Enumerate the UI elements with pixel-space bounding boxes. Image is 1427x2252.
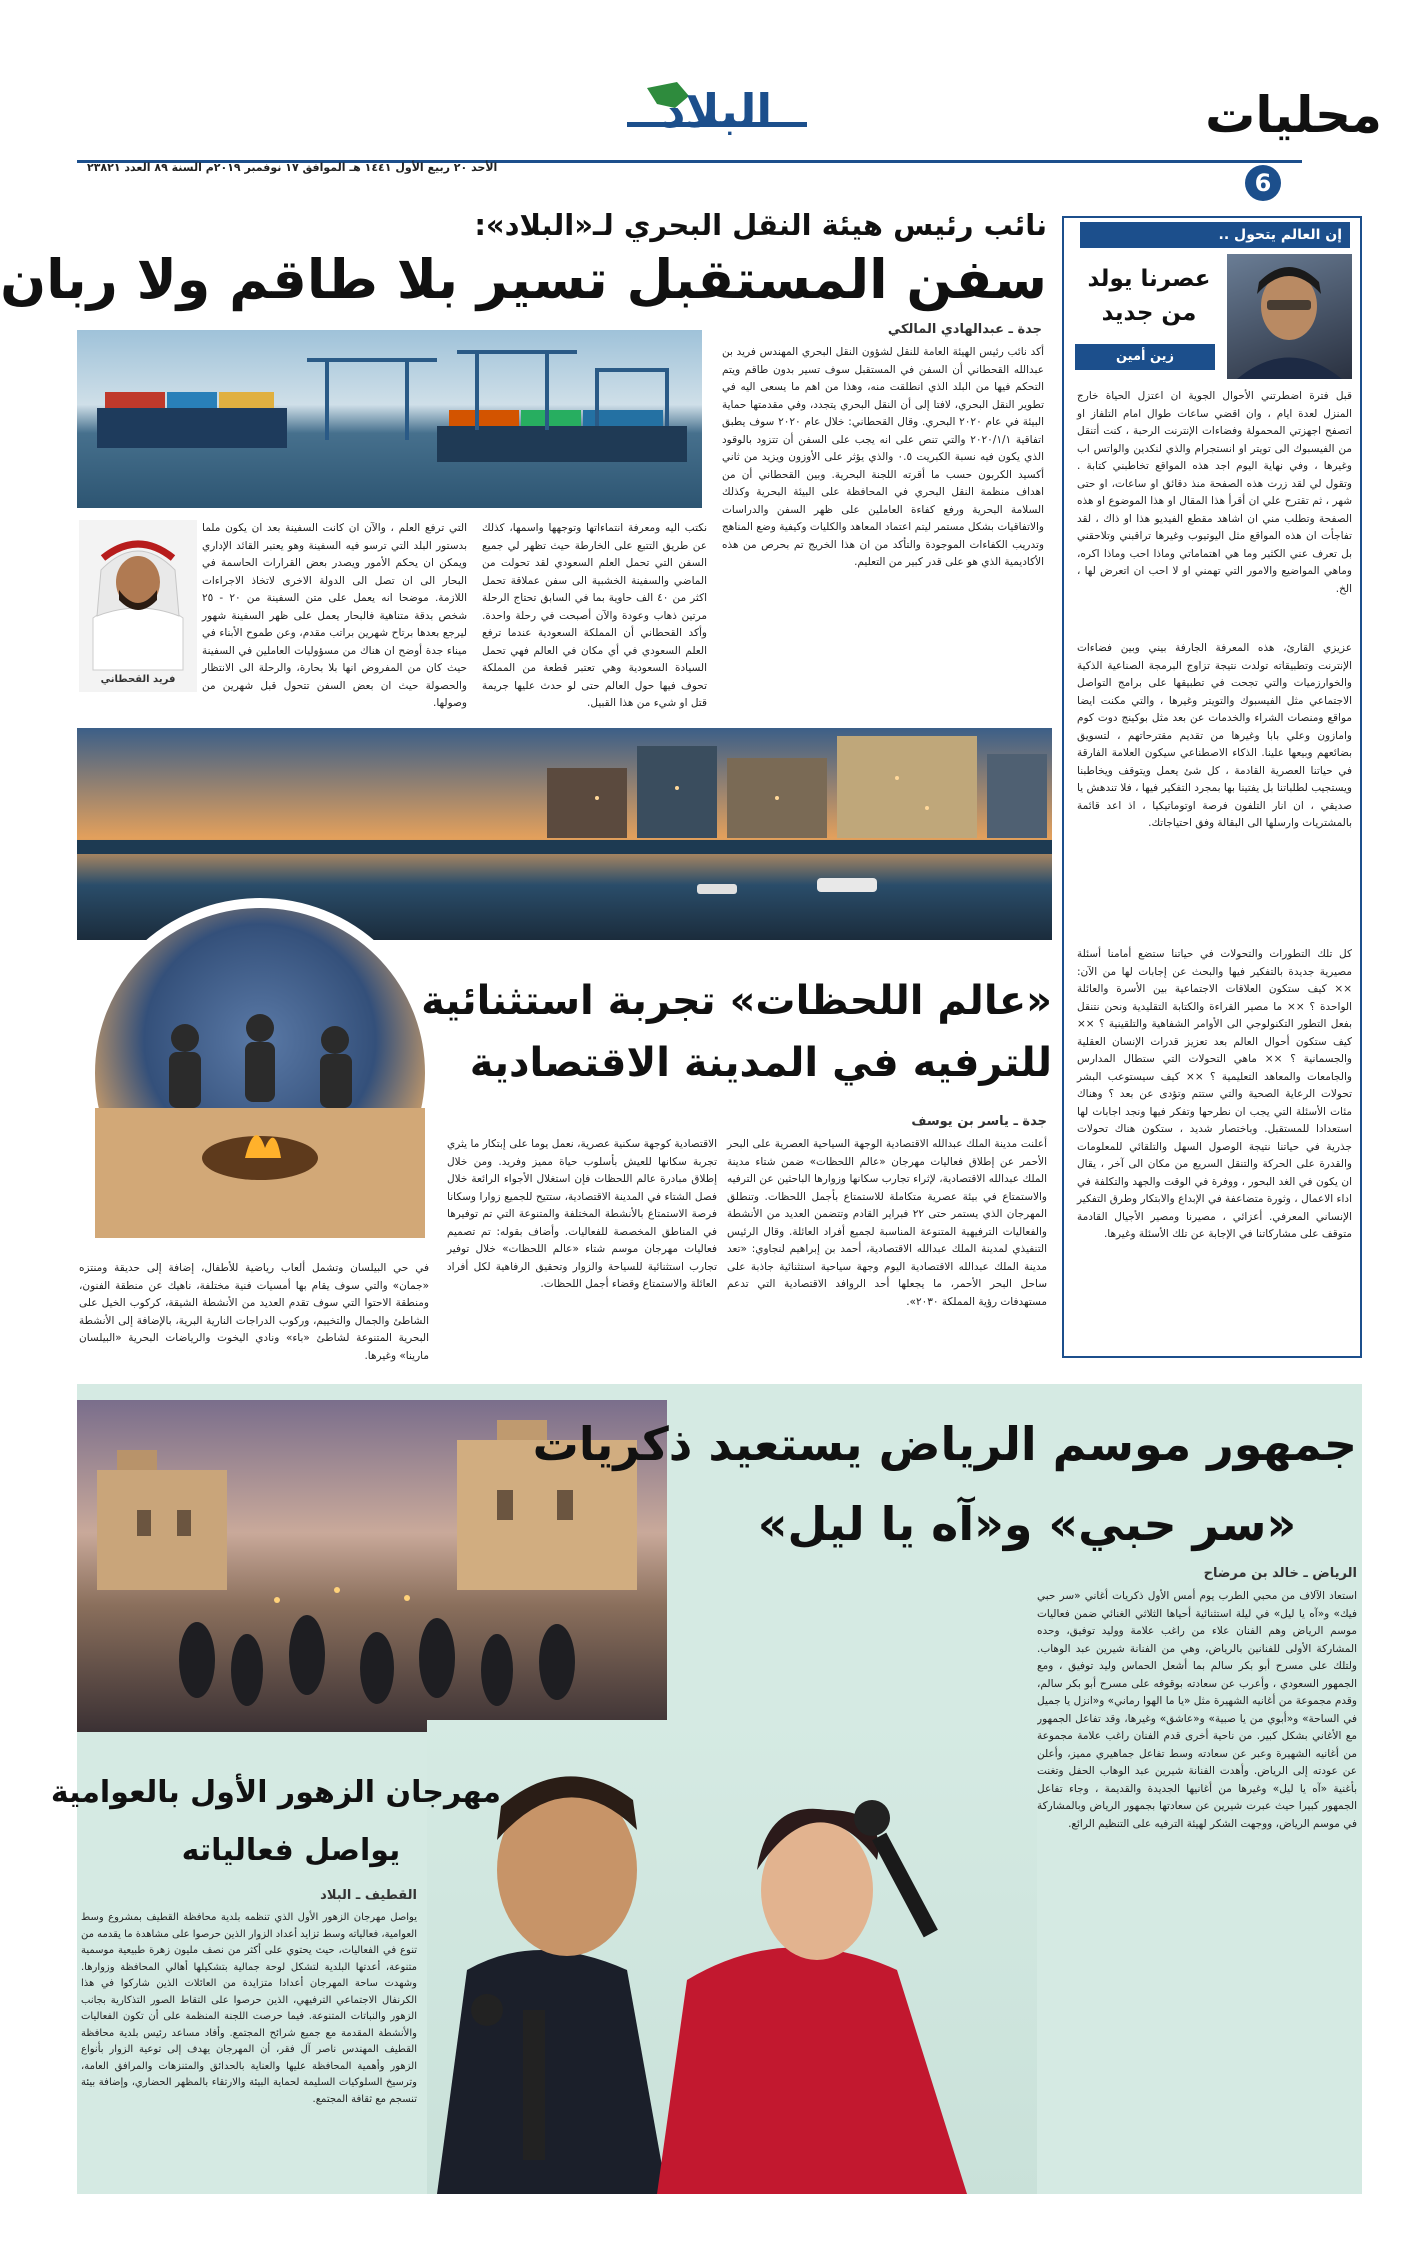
story1-col-c: التي ترفع العلم ، والآن ان كانت السفينة بعد ان يكون ملما بدستور البلد التي ترسو فيه السفينة وهو يعتبر القائد الإداري ويمكن ان يحكم الأمور ويصدر بعض القرارات الحاسمة في البحار الى ان تصل الى الدولة الاخرى لاتخاذ الاجراءات اللازمة. موضحا انه يعمل على متن السفينة من ٢٠ - ٢٥ شخص بدقة متناهية فالبحار يعمل على ظهر السفينة شهور ليرجع بعدها برتاح شهرين براتب مقدم، وعن طموح الأبناء في ميناء جدة أوضح ان هناك من مسؤوليات العاملين في السفينة حيث كان من المفروض انها بلا بحارة، والرحلة الى الانتظار والحصولة حيث ان بعض السفن تتحول قبل شهرين من وصولها. bbox=[202, 522, 467, 709]
campfire-photo bbox=[85, 898, 435, 1248]
logo-text: البلاد bbox=[661, 84, 773, 138]
story4-body: يواصل مهرجان الزهور الأول الذي تنظمه بلدية محافظة القطيف بمشروع وسط العوامية، فعالياته وسط تزايد أعداد الزوار الذين حرصوا على مشاهدة ما يقدمه من تنوع في الفعاليات، حيث يحتوي على أكثر من نصف مليون زهرة طبيعية موسمية متنوعة، أعدتها البلدية لتشكل لوحة جمالية بتشكيلها أهالي المحافظة وزوارها. وشهدت ساحة المهرجان أعدادا متزايدة من العائلات الذين شاركوا في هذا الكرنفال الاجتماعي الترفيهي، الذين حرصوا على التقاط الصور التذكارية بجانب الزهور والنباتات المتنوعة. فيما حرصت اللجنة المنظمة على أن تكون الفعاليات والأنشطة المقدمة مع جميع شرائح المجتمع. وأفاد مساعد رئيس بلدية محافظة القطيف المهندس ناصر آل فقر، أن المهرجان يهدف إلى توعية الزوار بأنواع الزهور وأهمية المحافظة عليها والعناية بالحدائق والمتنزهات والمرافق العامة، وترسيخ السلوكيات السليمة لحماية البيئة والارتقاء بالمظهر الحضاري، وإضافة بيئة تنسجم مع ثقافة المجتمع. bbox=[81, 1912, 417, 2105]
story1-col-a: أكد نائب رئيس الهيئة العامة للنقل لشؤون النقل البحري المهندس فريد بن عبدالله القحطاني أن السفن في المستقبل سوف تسير بدون طاقم ويتم التحكم فيها من البلد الذي انطلقت منه، وهذا من اهم ما يسعى اليه في تطوير النقل البحري، لافتا إلى أن النقل البحري يتجدد، وفي مقدمتها حماية البيئة في عام ٢٠٢٠ البحري. وقال القحطاني: خلال عام ٢٠٢٠ سوف يطبق اتفاقية ٢٠٢٠/١/١ والتي تنص على انه يجب على السفن أن تتزود بالوقود الذي يكون فيه نسبة الكبريت ٠.٥ والذي يؤثر على الأوزون ويزيد من ثاني أكسيد الكربون حسب ما أقرته اللجنة البحرية. وبين القحطاني أن من اهداف منظمة النقل البحري في المحافظة على البيئة البحرية وكذلك السلامة البحرية ورفع كفاءة العاملين على ظهر السفن والدراسات والاتفاقيات بشكل مستمر ليتم اعتماد المعاهد والكليات وكيفية وضع المناهج وتدريب الكفاءات الموجودة والتأكد من ان هذا الخريج تم بحرص من هذه الأكاديمية الذي هو على قدر كبير من التعليم. bbox=[722, 346, 1044, 568]
column-author-name: زين أمين bbox=[1115, 349, 1175, 364]
byline-story1: جدة ـ عبدالهادي المالكي bbox=[887, 322, 1042, 337]
column-title bbox=[1075, 262, 1223, 330]
column-author-photo bbox=[1227, 254, 1352, 379]
column-title-line-1: عصرنا يولد bbox=[1087, 266, 1211, 292]
section-title: محليات bbox=[1205, 86, 1382, 144]
column-author bbox=[1075, 344, 1215, 370]
singers-illustration bbox=[427, 1720, 1037, 2194]
port-photo bbox=[77, 330, 702, 508]
column-title-line-2: من جديد bbox=[1101, 300, 1197, 326]
byline-story2: جدة ـ ياسر بن يوسف bbox=[911, 1114, 1047, 1129]
story3-headline bbox=[532, 1404, 1357, 1564]
story2-col-c: في حي البيلسان وتشمل ألعاب رياضية للأطفال، إضافة إلى حديقة ومنتزه «جمان» والتي سوف يقام بها أمسيات فنية مختلفة، ناهيك عن منطقة الفنون، ومنطقة الاحتوا التي سوف تقدم العديد من الأنشطة الشيقة، كركوب الخيل على الشاطئ والجمال والتخييم، وركوب الدراجات النارية البرية، بالإضافة إلى الأنشطة البحرية المتنوعة لشاطئ «باء» ونادي اليخوت والرياضات البحرية «البيلسان مارينا» وغيرها. bbox=[79, 1262, 429, 1362]
logo[interactable] bbox=[607, 78, 827, 150]
story2-col-b: الاقتصادية كوجهة سكنية عصرية، نعمل يوما على إبتكار ما يثري تجربة سكانها للعيش بأسلوب حياة مميز وفريد. ومن خلال إطلاق مبادرة عالم اللحظات فإن استغلال الأجواء الرائعة خلال فصل الشتاء في المدينة الاقتصادية، ستتيح للجميع زوارا وسكانا فرصة الاستمتاع بالأنشطة المختلفة والمتنوعة التي تم توفيرها في المناطق المخصصة للفعاليات. وأضاف بقوله: تم تصميم فعاليات مهرجان موسم شتاء «عالم اللحظات» خلال توفير تجارب استثنائية للسياحة والزوار وتحقيق الرفاهية لكل أفراد العائلة والاستمتاع وقضاء أجمل اللحظات. bbox=[447, 1138, 717, 1290]
author-portrait-icon bbox=[1227, 254, 1352, 379]
column-kicker-text: إن العالم يتحول .. bbox=[1218, 227, 1342, 243]
story3-headline-line-1: جمهور موسم الرياض يستعيد ذكريات bbox=[532, 1417, 1357, 1471]
story2-headline-line-2: للترفيه في المدينة الاقتصادية bbox=[469, 1040, 1052, 1086]
story4-headline-line-1: مهرجان الزهور الأول بالعوامية bbox=[50, 1775, 501, 1810]
campfire-illustration bbox=[95, 908, 425, 1238]
story1-headline: سفن المستقبل تسير بلا طاقم ولا ربان bbox=[0, 248, 1047, 311]
story2-headline bbox=[421, 970, 1052, 1094]
column-kicker bbox=[1080, 222, 1350, 248]
story2-headline-line-1: «عالم اللحظات» تجربة استثنائية bbox=[421, 978, 1052, 1024]
byline-story3: الرياض ـ خالد بن مرضاح bbox=[1203, 1566, 1357, 1581]
story4-headline-line-2: يواصل فعالياته bbox=[181, 1833, 401, 1868]
container-port-illustration bbox=[77, 330, 702, 508]
singers-photo bbox=[427, 1720, 1037, 2194]
column-body: قبل فترة اضطرتني الأحوال الجوية ان اعتزل الحياة خارج المنزل لعدة ايام ، وان اقضي ساعات طوال امام التلفاز او اتصفح اجهزتي المحمولة وفضاءات الإنترنت الرحبة ، كنت أتنقل من الفيسبوك الى تويتر او انستجرام والذي لنكدين والواتس اب وغيرها ، وفي نهاية اليوم اجد هذه المواقع تخاطبني كتابة . وتقول لي لقد زرت هذه الصفحة منذ دقائق او ساعات، او حتى شهر ، ثم تقترح علي ان أقرأ هذا المقال او هذا الموضوع او هذه الصفحة وتطلب مني ان اشاهد مقطع الفيديو هذا او ذاك ، لقد تفاجأت ان هذه المواقع مثل اليوتيوب وغيرها تراقبني وتلاحقني بل تعرف عني الكثير وما هي اهتماماتي وماذا احب وماذا اكره، وماهي المواضيع والامور التي تهمني او لا احب ان اتعرض لها ، الخ. bbox=[1077, 390, 1352, 595]
story2-col-a: أعلنت مدينة الملك عبدالله الاقتصادية الوجهة السياحية العصرية على البحر الأحمر عن إطلاق فعاليات مهرجان «عالم اللحظات» ضمن شتاء مدينة الملك عبدالله الاقتصادية، لإثراء تجارب سكانها وزوارها الباحثين عن الترفيه والاستمتاع في بيئة عصرية متكاملة للاستمتاع بأجمل اللحظات. وتنطلق المهرجان الذي يستمر حتى ٢٢ فبراير القادم وتتضمن العديد من الأنشطة والفعاليات الترفيهية المتنوعة المناسبة لجميع أفراد العائلة. وقال الرئيس التنفيذي لمدينة الملك عبدالله الاقتصادية، أحمد بن إبراهيم لنجاوي: «تعد مدينة الملك عبدالله الاقتصادية اليوم وجهة سياحية استثنائية جاذبة على ساحل البحر الأحمر، ما يجعلها أحد الروافد الاقتصادية التي تدعم مستهدفات رؤية المملكة ٢٠٣٠». bbox=[727, 1138, 1047, 1308]
qahtani-caption: فريد القحطاني bbox=[100, 674, 176, 685]
page-number bbox=[1245, 165, 1281, 201]
byline-story4: القطيف ـ البلاد bbox=[320, 1888, 417, 1903]
story3-headline-line-2: «سر حبي» و«آه يا ليل» bbox=[757, 1497, 1297, 1551]
story1-col-b: نكتب اليه ومعرفة انتماءاتها وتوجهها واسمها، كذلك عن طريق التتبع على الخارطة حيث تظهر لي جميع السفن التي تحمل العلم السعودي لقد تحولت من الماضي والسفينة الخشبية الى سفن عملاقة تحمل اكثر من ٤٠ الف حاوية بما في السابق تحتاج الرحلة مرتين ذهاب وعودة والآن أصبحت في رحلة واحدة. وأكد القحطاني أن المملكة السعودية عندما ترفع العلم السعودي في أي مكان في العالم فهي تحمل السيادة السعودية وهي تعتبر قطعة من المملكة تحوف فيها حول العالم حتى لو حدث عليها جريمة قتل او شيء من هذا القبيل. bbox=[482, 522, 708, 709]
portrait-icon bbox=[79, 520, 197, 670]
story3-body: استعاد الآلاف من محبي الطرب يوم أمس الأول ذكريات أغاني «سر حبي فيك» و«آه يا ليل» في ليلة استثنائية أحياها الثلاثي الغنائي ضمن فعاليات موسم الرياض وهم الفنان علاء من راغب علامة ووليد توفيق، وحده المشاركة الأولى للفنانين بالرياض، وهي من الفنانة شيرين عبد الوهاب. ولتلك على مسرح أبو بكر سالم بما أشعل الحماس وليد توفيق ، ومع الجمهور السعودي ، وأعرب عن سعادته بوقوفه على مسرح أبو بكر سالم، وقدم مجموعة من أغانيه الشهيرة مثل «يا ما الهوا رماني» و«انزل يا جميل في الساحة» و«أبوي من يا صبية» و«عاشق» وغيرها، وقد تفاعل الجمهور مع الأغاني بشكل كبير. من ناحية أخرى قدم الفنان راغب علامة مجموعة من أغانيه الشهيرة وعبر عن سعادته وسط تفاعل جماهيري مميز، وأعلن عن عودته إلى الرياض. وأهدت الفنانة شيرين عبد الوهاب الحفل وتغنت بأغنية «آه يا ليل» وغيرها من أغانيها الجديدة والقديمة ، وجاء تفاعل الجمهور كبيرا حيث عبرت شيرين عن سعادتها بجمهور الرياض وبالمشاركة في موسم الرياض، ووجهت الشكر لهيئة الترفيه على التنظيم الرائع. bbox=[1037, 1590, 1357, 1830]
column-body-2: عزيزي القارئ، هذه المعرفة الجارفة بيني وبين فضاءات الإنترنت وتطبيقاته تولدت نتيجة تزاوج البرمجة الصناعية الذكية والخوارزميات والتي تجحت في تطبيقها على برامج التواصل الاجتماعي مثل الفيسبوك والتويتر وغيرها ، والتي مكنت ايضا مواقع ومنصات الشراء والخدمات عن بعد مثل بوكينج دوت كوم وامازون وعلي بابا وغيرها من تقديم مقترحاتهم ، لتسويق بضائعهم وبيعها علينا. الذكاء الاصطناعي سيكون العلامة الفارقة في حياتنا العصرية القادمة ، كل شئ يعمل ويتوقف ويخاطبنا ويستجيب لطلباتنا بل يفتينا بها بمجرد التفكير فيها ، فلا تندهش يا صديقي ، ان انار التلفون فرصة اوتوماتيكيا ، اذ اعد قائمة بالمشتريات وارسلها الى البقالة وفق احتياجاتك. bbox=[1077, 642, 1352, 829]
column-body-3: كل تلك التطورات والتحولات في حياتنا ستضع أمامنا أسئلة مصيرية جديدة بالتفكير فيها والبحث عن إجابات لها من الآن: ×× كيف ستكون العلاقات الاجتماعية بين الأسرة والعائلة الواحدة ؟ ×× ما مصير القراءة والكتابة التقليدية ونحن نتنقل بفعل التطور التكنولوجي الى الأوامر الشفاهية والتلقينية ؟ ×× كيف ستكون أحوال العالم بعد تعزيز قدرات الإنسان العقلية والجسمانية ؟ ×× ماهي التحولات التي ستطال المدارس والجامعات والمعاهد التعليمية ؟ ×× كيف سيستوعب البشر تحولات الرعاية الصحية والتي ستتم وتؤدى عن بعد ؟ وهناك مئات الأسئلة التي يجب ان نطرحها وتفكر فيها ونجد اجابات لها استعدادا للمستقبل. وباختصار شديد ، ستكون هناك تحولات جذرية في حياتنا نتيجة الوصول السهل والتلقائي للمعلومات والقدرة على الحركة والتنقل السريع من مكان الى آخر ، يقال ان يكون في الغد البحور ، ووفرة في الوقت والجهد والتكلفة في اداء الاعمال ، وثورة متضاعفة في الإبداع والابتكار وطرق التفكير الإنساني المعرفي. أعزائي ، مصيرنا ومصير الأجيال القادمة متوقف على مشاركاتنا في الإجابة عن تلك الأسئلة وغيرها. bbox=[1077, 948, 1352, 1240]
qahtani-photo bbox=[79, 520, 197, 692]
story4-headline bbox=[50, 1764, 501, 1880]
page-number-text: 6 bbox=[1254, 169, 1272, 197]
dateline: الأحد ٢٠ ربيع الأول ١٤٤١ هـ الموافق ١٧ نوفمبر ٢٠١٩م السنة ٨٩ العدد ٢٣٨٢١ bbox=[87, 161, 498, 174]
story1-kicker: نائب رئيس هيئة النقل البحري لـ«البلاد»: bbox=[474, 208, 1047, 242]
